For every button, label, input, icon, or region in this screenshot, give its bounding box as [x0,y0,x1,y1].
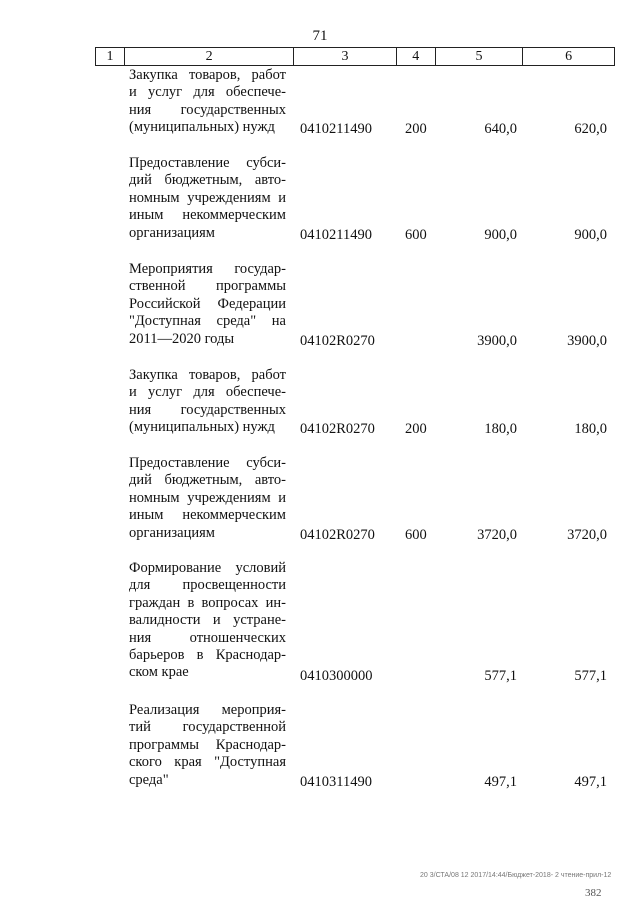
table-header [95,47,615,66]
name-line: Предоставление субси- [129,455,286,471]
name-line: и услуг для обеспече- [129,84,286,101]
row-code: 04102R0270 [300,333,375,349]
page-number: 71 [312,28,328,44]
name-line: барьеров в Краснодар- [129,647,286,664]
name-line: дий бюджетным, авто- [129,472,286,489]
row-value-6: 900,0 [574,227,607,243]
name-line: Закупка товаров, работ [129,367,286,383]
row-value-5: 3720,0 [477,527,517,543]
row-code: 0410300000 [300,668,373,684]
name-line: среда" [129,771,169,788]
name-line: ского края "Доступная [129,754,286,771]
row-value-5: 577,1 [484,668,517,684]
row-code: 0410211490 [300,121,372,137]
row-code: 04102R0270 [300,527,375,543]
name-line: номным учреждениям и [129,489,286,506]
name-line: ния государственных [129,401,286,418]
name-line: Реализация мероприя- [129,702,286,718]
name-line: валидности и устране- [129,612,286,629]
row-code: 0410211490 [300,227,372,243]
name-line: Закупка товаров, работ [129,67,286,83]
name-line: ния отношенческих [129,629,286,646]
row-name [129,261,286,348]
row-value-6: 3720,0 [567,527,607,543]
name-line: "Доступная среда" на [129,313,286,330]
name-line: граждан в вопросах ин- [129,594,286,611]
name-line: Предоставление субси- [129,155,286,171]
row-expense-type: 200 [405,121,427,137]
row-value-6: 3900,0 [567,333,607,349]
name-line: дий бюджетным, авто- [129,172,286,189]
name-line: Формирование условий [129,560,286,576]
header-col-5: 5 [436,48,524,65]
row-value-6: 180,0 [574,421,607,437]
name-line: программы Краснодар- [129,736,286,753]
name-line: номным учреждениям и [129,189,286,206]
header-col-1: 1 [96,48,125,65]
row-name [129,560,286,682]
header-col-4: 4 [397,48,436,65]
row-value-5: 640,0 [484,121,517,137]
name-line: ния государственных [129,101,286,118]
name-line: тий государственной [129,719,286,736]
name-line: (муниципальных) нужд [129,419,275,436]
name-line: ственной программы [129,278,286,295]
row-value-5: 180,0 [484,421,517,437]
footer-file-stamp: 20 3/СТА/08 12 2017/14:44/Бюджет-2018- 2 чтение-прил-12 [420,872,612,879]
row-value-6: 577,1 [574,668,607,684]
footer-page-mark: 382 [585,887,602,899]
row-value-5: 497,1 [484,774,517,790]
row-code: 0410311490 [300,774,372,790]
name-line: Мероприятия государ- [129,261,286,277]
row-name [129,702,286,789]
row-expense-type: 600 [405,227,427,243]
row-value-5: 3900,0 [477,333,517,349]
name-line: и услуг для обеспече- [129,384,286,401]
name-line: 2011—2020 годы [129,330,235,347]
name-line: организациям [129,524,215,541]
name-line: иным некоммерческим [129,507,286,524]
row-name [129,367,286,437]
header-col-3: 3 [294,48,397,65]
row-code: 04102R0270 [300,421,375,437]
row-value-6: 620,0 [574,121,607,137]
header-col-2: 2 [125,48,294,65]
name-line: организациям [129,224,215,241]
row-value-5: 900,0 [484,227,517,243]
header-col-6: 6 [565,49,573,64]
row-expense-type: 600 [405,527,427,543]
name-line: Российской Федерации [129,295,286,312]
row-name [129,455,286,542]
name-line: (муниципальных) нужд [129,119,275,136]
row-name [129,155,286,242]
name-line: для просвещенности [129,577,286,594]
row-value-6: 497,1 [574,774,607,790]
name-line: иным некоммерческим [129,207,286,224]
row-name [129,67,286,137]
row-expense-type: 200 [405,421,427,437]
name-line: ском крае [129,664,189,681]
